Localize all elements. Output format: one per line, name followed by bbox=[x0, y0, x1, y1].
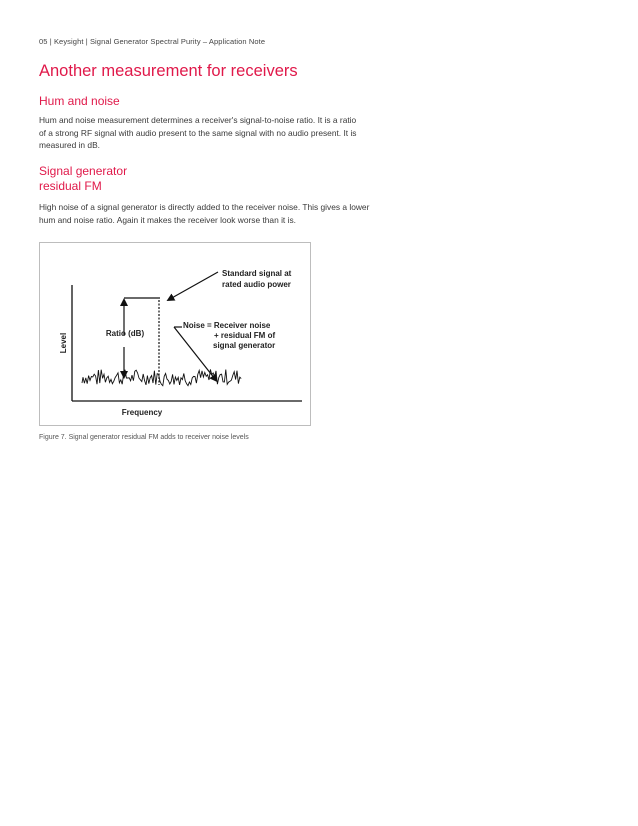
noise-trace bbox=[82, 369, 241, 385]
page-header: 05 | Keysight | Signal Generator Spectral Purity – Application Note bbox=[39, 37, 266, 46]
diagram-svg bbox=[40, 243, 312, 427]
heading-line: Hum and noise bbox=[39, 94, 120, 108]
standard-signal-label-line: rated audio power bbox=[222, 280, 291, 289]
page-title: Another measurement for receivers bbox=[39, 62, 298, 80]
x-axis-label: Frequency bbox=[121, 408, 163, 417]
figure-7-diagram bbox=[39, 242, 311, 426]
standard-signal-pointer bbox=[170, 272, 218, 299]
standard-signal-label-line: Standard signal at bbox=[222, 269, 292, 278]
section-paragraph-residual-fm bbox=[39, 201, 419, 226]
ratio-label: Ratio (dB) bbox=[105, 329, 145, 338]
paragraph-line: measured in dB. bbox=[39, 140, 100, 151]
noise-pointer bbox=[174, 327, 215, 379]
figure-caption: Figure 7. Signal generator residual FM adds to receiver noise levels bbox=[39, 434, 249, 441]
paragraph-line: High noise of a signal generator is directly added to the receiver noise. This gives a lower bbox=[39, 202, 370, 212]
heading-line: residual FM bbox=[39, 179, 102, 193]
y-axis-label: Level bbox=[59, 332, 68, 354]
paragraph-line: of a strong RF signal with audio present to the same signal with no audio present. It is bbox=[39, 127, 357, 138]
noise-label-line: Noise = Receiver noise bbox=[183, 321, 271, 330]
noise-label-line: signal generator bbox=[213, 341, 276, 350]
paragraph-line: Hum and noise measurement determines a receiver's signal-to-noise ratio. It is a ratio bbox=[39, 115, 357, 125]
section-paragraph-hum-and-noise bbox=[39, 114, 419, 152]
section-heading-hum-and-noise bbox=[39, 94, 120, 109]
section-heading-residual-fm bbox=[39, 164, 127, 194]
noise-label-line: + residual FM of bbox=[214, 331, 276, 340]
heading-line: Signal generator bbox=[39, 164, 128, 178]
paragraph-line: hum and noise ratio. Again it makes the receiver look worse than it is. bbox=[39, 214, 296, 225]
